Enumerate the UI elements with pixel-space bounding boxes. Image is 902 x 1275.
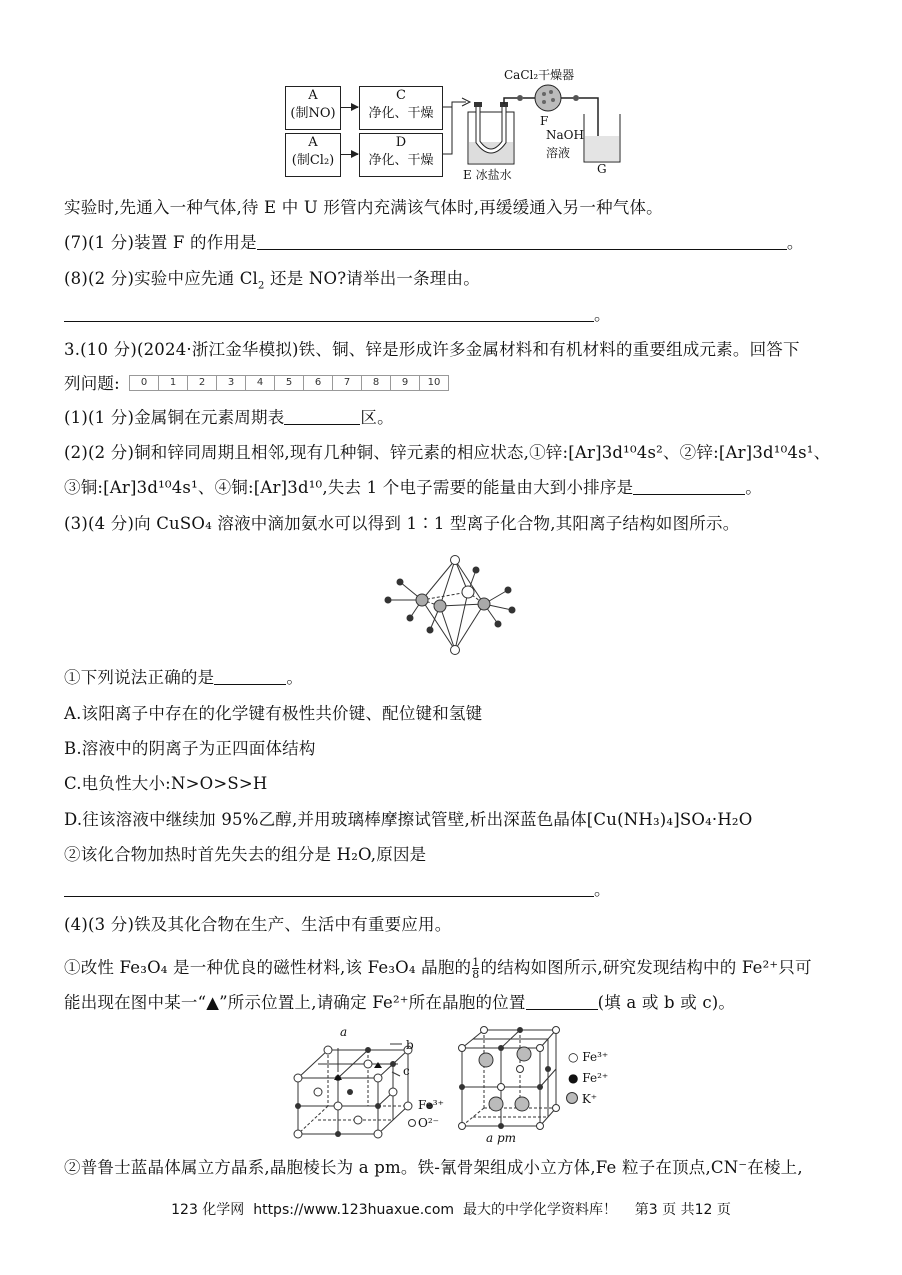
answer-blank-3-1[interactable] bbox=[284, 406, 360, 425]
scale-cell[interactable]: 2 bbox=[188, 376, 217, 390]
scale-cell[interactable]: 1 bbox=[159, 376, 188, 390]
legend-fe3: Fe³⁺ bbox=[418, 1098, 444, 1112]
answer-blank-3-3[interactable] bbox=[214, 666, 286, 685]
prussian-blue-figure bbox=[456, 1024, 566, 1136]
label-b: b bbox=[406, 1038, 414, 1052]
footer-url[interactable]: https://www.123huaxue.com bbox=[253, 1202, 455, 1218]
scale-cell[interactable]: 4 bbox=[246, 376, 275, 390]
question-3-header-cont: 列问题: bbox=[64, 374, 120, 393]
question-3-4: (4)(3 分)铁及其化合物在生产、生活中有重要应用。 bbox=[64, 915, 452, 934]
option-b[interactable]: B.溶液中的阴离子为正四面体结构 bbox=[64, 739, 316, 758]
option-a[interactable]: A.该阳离子中存在的化学键有极性共价键、配位键和氢键 bbox=[64, 704, 483, 723]
label-apm: a pm bbox=[486, 1131, 517, 1145]
scale-cell[interactable]: 3 bbox=[217, 376, 246, 390]
fraction: $\frac{1}{8}$ bbox=[472, 956, 480, 981]
text-line-1: 实验时,先通入一种气体,待 E 中 U 形管内充满该气体时,再缓缓通入另一种气体。 bbox=[64, 198, 663, 217]
scale-cell[interactable]: 6 bbox=[304, 376, 333, 390]
label-c: c bbox=[403, 1064, 410, 1078]
option-c[interactable]: C.电负性大小:N>O>S>H bbox=[64, 774, 268, 793]
question-7: (7)(1 分)装置 F 的作用是 。 bbox=[64, 233, 804, 252]
scale-cell[interactable]: 5 bbox=[275, 376, 304, 390]
scale-cell[interactable]: 7 bbox=[333, 376, 362, 390]
box-a-no: A (制NO) bbox=[285, 86, 341, 130]
answer-blank-3-3-2[interactable] bbox=[64, 878, 594, 897]
label-naoh: NaOH bbox=[546, 128, 584, 142]
answer-blank-7[interactable] bbox=[257, 231, 787, 250]
answer-line-3-3-2: 。 bbox=[64, 878, 611, 902]
box-c: C 净化、干燥 bbox=[359, 86, 443, 130]
page-number: 第3 页 共12 页 bbox=[634, 1202, 731, 1218]
question-3-4-1-cont: 能出现在图中某一“▲”所示位置上,请确定 Fe²⁺所在晶胞的位置 (填 a 或 b 或 c)。 bbox=[64, 993, 736, 1012]
label-solution: 溶液 bbox=[546, 146, 571, 160]
question-3-3: (3)(4 分)向 CuSO₄ 溶液中滴加氨水可以得到 1∶1 型离子化合物,其阳离子结构如图所示。 bbox=[64, 514, 740, 533]
answer-line-8: 。 bbox=[64, 303, 611, 327]
scale-cell[interactable]: 10 bbox=[427, 377, 441, 388]
score-scale bbox=[129, 375, 449, 391]
question-3-3-2: ②该化合物加热时首先失去的组分是 H₂O,原因是 bbox=[64, 845, 427, 864]
page-footer: 123 化学网 https://www.123huaxue.com 最大的中学化学资料库！ 第3 页 共12 页 bbox=[171, 1202, 731, 1218]
legend2-fe3: ○ Fe³⁺ bbox=[568, 1050, 609, 1064]
label-g: G bbox=[597, 162, 607, 176]
scale-cell[interactable]: 9 bbox=[391, 376, 420, 390]
question-3-4-2: ②普鲁士蓝晶体属立方晶系,晶胞棱长为 a pm。铁-氰骨架组成小立方体,Fe 粒子在顶点,CN⁻在棱上, bbox=[64, 1158, 803, 1177]
box-a-cl2: A (制Cl₂) bbox=[285, 133, 341, 177]
question-3-header: 3.(10 分)(2024·浙江金华模拟)铁、铜、锌是形成许多金属材料和有机材料的重要组成元素。回答下 bbox=[64, 340, 800, 359]
legend2-fe2: ● Fe²⁺ bbox=[568, 1071, 609, 1085]
question-3-3-1: ①下列说法正确的是 。 bbox=[64, 668, 304, 687]
cation-structure-figure bbox=[380, 552, 520, 658]
question-8: (8)(2 分)实验中应先通 $Cl_2$ 还是 NO?请举出一条理由。 bbox=[64, 269, 480, 292]
legend2-k: K⁺ bbox=[566, 1092, 597, 1106]
arrow-a2-d bbox=[340, 154, 358, 155]
question-3-4-1: ①改性 Fe₃O₄ 是一种优良的磁性材料,该 Fe₃O₄ 晶胞的 $\frac{1}{8}$ 的结构如图所示,研究发现结构中的 Fe²⁺只可 bbox=[64, 956, 812, 981]
answer-blank-3-2[interactable] bbox=[633, 476, 745, 495]
question-3-2: (2)(2 分)铜和锌同周期且相邻,现有几种铜、锌元素的相应状态,①锌:[Ar]3d¹⁰4s²、②锌:[Ar]3d¹⁰4s¹、 bbox=[64, 443, 831, 462]
legend-o2: O²⁻ bbox=[418, 1116, 439, 1130]
label-a: a bbox=[340, 1025, 348, 1039]
box-d: D 净化、干燥 bbox=[359, 133, 443, 177]
arrow-a1-c bbox=[340, 107, 358, 108]
label-cacl2: CaCl₂干燥器 bbox=[504, 68, 575, 82]
option-d[interactable]: D.往该溶液中继续加 95%乙醇,并用玻璃棒摩擦试管壁,析出深蓝色晶体[Cu(NH₃)₄]SO₄·H₂O bbox=[64, 810, 753, 829]
question-3-1: (1)(1 分)金属铜在元素周期表 区。 bbox=[64, 408, 394, 427]
question-3-2-cont: ③铜:[Ar]3d¹⁰4s¹、④铜:[Ar]3d¹⁰,失去 1 个电子需要的能量由大到小排序是 。 bbox=[64, 478, 762, 497]
scale-cell[interactable]: 8 bbox=[362, 376, 391, 390]
label-e: E 冰盐水 bbox=[463, 168, 512, 182]
scale-cell[interactable]: 0 bbox=[130, 376, 159, 390]
label-f: F bbox=[540, 114, 549, 128]
answer-blank-3-4-1[interactable] bbox=[526, 991, 598, 1010]
answer-blank-8[interactable] bbox=[64, 303, 594, 322]
